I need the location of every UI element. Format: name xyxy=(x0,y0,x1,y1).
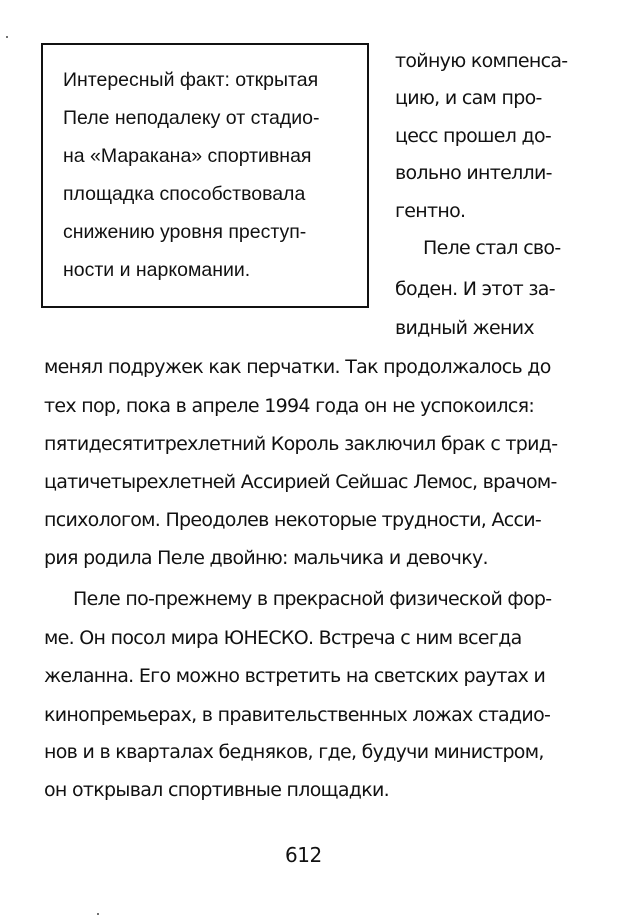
body-text-line: менял подружек как перчатки. Так продолжалось до xyxy=(44,356,551,378)
body-text-line: тех пор, пока в апреле 1994 года он не успокоился: xyxy=(44,395,535,417)
body-text-line: рия родила Пеле двойню: мальчика и девочку. xyxy=(44,547,488,569)
fact-line: на «Маракана» спортивная xyxy=(63,145,312,167)
body-text-line: желанна. Его можно встретить на светских раутах и xyxy=(44,665,546,687)
side-text-line: цию, и сам про- xyxy=(395,87,542,109)
page-number: 612 xyxy=(285,843,322,867)
body-text-line: ме. Он посол мира ЮНЕСКО. Встреча с ним всегда xyxy=(44,627,522,649)
body-text-line: Пеле по-прежнему в прекрасной физической фор- xyxy=(73,588,552,610)
side-text-line: Пеле стал сво- xyxy=(423,237,561,259)
side-text-line: боден. И этот за- xyxy=(395,278,555,300)
interesting-fact-box xyxy=(41,43,369,308)
side-text-line: вольно интелли- xyxy=(395,162,552,184)
scan-speck xyxy=(6,36,8,38)
side-text-line: гентно. xyxy=(395,200,466,222)
body-text-line: кинопремьерах, в правительственных ложах стадио- xyxy=(44,704,551,726)
fact-line: Интересный факт: открытая xyxy=(63,69,319,91)
body-text-line: он открывал спортивные площадки. xyxy=(44,779,389,801)
fact-line: снижению уровня преступ- xyxy=(63,221,307,243)
side-text-line: видный жених xyxy=(395,317,534,339)
side-text-line: тойную компенса- xyxy=(395,50,568,72)
body-text-line: нов и в кварталах бедняков, где, будучи министром, xyxy=(44,741,544,763)
body-text-line: пятидесятитрехлетний Король заключил брак с трид- xyxy=(44,433,558,455)
fact-line: ности и наркомании. xyxy=(63,259,251,281)
body-text-line: цатичетырехлетней Ассирией Сейшас Лемос, врачом- xyxy=(44,471,557,493)
fact-line: Пеле неподалеку от стадио- xyxy=(63,107,320,129)
side-text-line: цесс прошел до- xyxy=(395,125,552,147)
fact-line: площадка способствовала xyxy=(63,183,306,205)
body-text-line: психологом. Преодолев некоторые трудности, Асси- xyxy=(44,509,542,531)
scan-speck xyxy=(97,913,99,915)
